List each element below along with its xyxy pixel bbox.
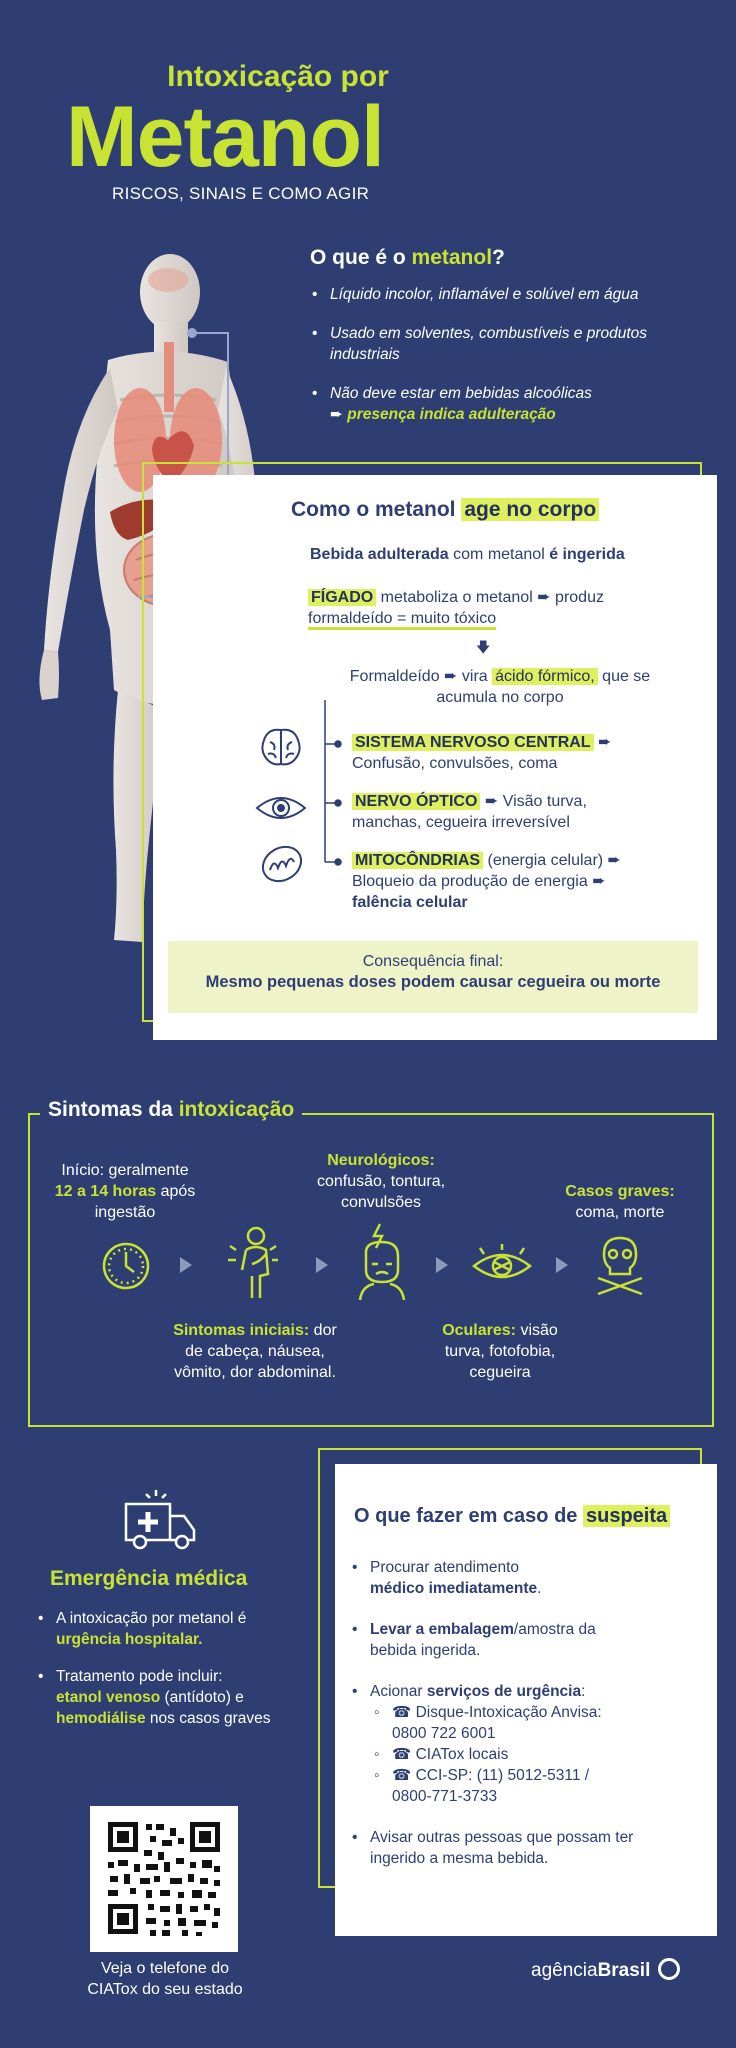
item4-l1: Avisar outras pessoas que possam ter <box>370 1829 634 1846</box>
ocular-label: Oculares: <box>442 1322 516 1339</box>
effect-desc: Confusão, convulsões, coma <box>352 755 558 772</box>
formic-acid-label: ácido fórmico, <box>492 668 598 685</box>
blurred-eye-icon <box>470 1244 534 1288</box>
subtitle: RISCOS, SINAIS E COMO AGIR <box>112 184 370 203</box>
start-after: após <box>156 1183 196 1200</box>
clock-icon <box>98 1238 154 1294</box>
ocular-after: visão <box>516 1322 558 1339</box>
step1-mid: com metanol <box>448 546 550 563</box>
symptom-initial <box>155 1320 355 1383</box>
effect-label: MITOCÔNDRIAS <box>352 852 483 869</box>
emergency-title: Emergência médica <box>50 1567 248 1590</box>
ocular-l1: turva, fotofobia, <box>444 1343 556 1360</box>
step-liver <box>308 587 688 629</box>
arrow-right-icon <box>316 1257 328 1273</box>
neuro-l2: convulsões <box>340 1194 422 1211</box>
step2-text: metaboliza o metanol ➨ produz <box>376 589 604 606</box>
list-item <box>38 1666 308 1729</box>
step-formic-acid <box>310 666 690 708</box>
arrow-icon: ➨ <box>330 406 348 423</box>
item1-l1: Procurar atendimento <box>370 1559 520 1576</box>
liver-label: FÍGADO <box>308 589 376 606</box>
item4-l2: ingerido a mesma bebida. <box>370 1850 549 1867</box>
what-to-do-list <box>352 1557 702 1889</box>
em-item2-post: nos casos graves <box>145 1710 271 1727</box>
contact-l1: ☎ CIATox locais <box>392 1746 509 1763</box>
list-item <box>352 1619 702 1661</box>
eye-icon <box>254 788 308 828</box>
effects-bracket <box>320 700 350 880</box>
step3-post: que se <box>597 668 651 685</box>
qr-caption-l1: Veja o telefone do <box>100 1960 230 1977</box>
initial-label: Sintomas iniciais: <box>173 1322 310 1339</box>
skull-crossbones-icon <box>592 1234 648 1296</box>
item3-pre: Acionar <box>370 1683 427 1700</box>
start-l3: ingestão <box>94 1204 156 1221</box>
consequence-box <box>168 941 698 1013</box>
symptoms-title <box>40 1098 302 1122</box>
item2-l2: bebida ingerida. <box>370 1642 481 1659</box>
initial-l2: vômito, dor abdominal. <box>174 1364 336 1381</box>
list-item-text: Líquido incolor, inflamável e solúvel em água <box>330 286 639 303</box>
symptom-start <box>40 1160 210 1223</box>
adulteration-note: presença indica adulteração <box>347 406 556 423</box>
list-item <box>312 284 712 305</box>
item2-bold: Levar a embalagem <box>370 1621 514 1638</box>
initial-after: dor <box>309 1322 337 1339</box>
brand-mark-icon <box>658 1958 680 1980</box>
item3-end: : <box>581 1683 586 1700</box>
symptom-ocular <box>420 1320 580 1383</box>
qr-code[interactable] <box>90 1806 238 1952</box>
brain-icon <box>256 722 306 772</box>
contact-l1: ☎ Disque-Intoxicação Anvisa: <box>392 1704 602 1721</box>
contact-item <box>370 1765 702 1807</box>
contact-item <box>370 1702 702 1744</box>
em-item2-hl2: hemodiálise <box>56 1710 146 1727</box>
arrow-down-icon: 🡇 <box>476 639 491 655</box>
start-l1: Início: geralmente <box>61 1162 189 1179</box>
effect-desc: manchas, cegueira irreversível <box>352 814 570 831</box>
effect-optic-nerve <box>352 791 692 833</box>
list-item-text: Usado em solventes, combustíveis e produtos industriais <box>330 325 648 363</box>
what-is-title <box>310 246 505 270</box>
brand-light: agência <box>531 1960 598 1982</box>
list-item <box>312 383 712 425</box>
abdominal-pain-icon <box>224 1224 284 1302</box>
em-item2-hl1: etanol venoso <box>56 1689 161 1706</box>
effect-after: ➨ Visão turva, <box>480 793 587 810</box>
what-is-title-suffix: ? <box>492 246 505 269</box>
contacts-list <box>370 1702 702 1807</box>
em-item2-mid: (antídoto) e <box>160 1689 244 1706</box>
neuro-l1: confusão, tontura, <box>316 1173 446 1190</box>
what-is-list <box>312 284 712 443</box>
step1-bold2: é ingerida <box>549 546 625 563</box>
effect-after: (energia celular) ➨ <box>483 852 621 869</box>
item1-end: . <box>537 1580 542 1597</box>
symptoms-title-prefix: Sintomas da <box>48 1098 179 1121</box>
symptoms-title-highlight: intoxicação <box>178 1098 295 1121</box>
em-item1-pre: A intoxicação por metanol é <box>56 1610 247 1627</box>
step3-pre: Formaldeído ➨ vira <box>349 668 493 685</box>
how-it-acts-title-prefix: Como o metanol <box>291 498 462 521</box>
emergency-list <box>38 1608 308 1745</box>
step3-line2: acumula no corpo <box>436 689 564 706</box>
list-item <box>38 1608 308 1650</box>
contact-l1: ☎ CCI-SP: (11) 5012-5311 / <box>392 1767 590 1784</box>
neuro-label: Neurológicos: <box>327 1152 435 1169</box>
arrow-right-icon <box>556 1257 568 1273</box>
title-small: Intoxicação por <box>167 60 389 93</box>
severe-l1: coma, morte <box>575 1204 665 1221</box>
qr-caption <box>60 1958 270 2000</box>
qr-caption-l2: CIATox do seu estado <box>87 1981 243 1998</box>
em-item2-pre: Tratamento pode incluir: <box>56 1668 223 1685</box>
contact-item <box>370 1744 702 1765</box>
brand-logo <box>531 1960 680 1982</box>
em-item1-highlight: urgência hospitalar. <box>56 1631 203 1648</box>
contact-l2: 0800 722 6001 <box>392 1725 496 1742</box>
consequence-label: Consequência final: <box>362 953 504 970</box>
list-item <box>312 323 712 365</box>
symptom-neuro <box>296 1150 466 1213</box>
contact-l2: 0800-771-3733 <box>392 1788 498 1805</box>
what-to-do-title <box>354 1505 670 1528</box>
severe-label: Casos graves: <box>565 1183 675 1200</box>
consequence-text: Mesmo pequenas doses podem causar cegueira ou morte <box>205 973 661 991</box>
how-it-acts-title-highlight: age no corpo <box>461 498 599 521</box>
list-item <box>352 1557 702 1599</box>
mitochondria-icon <box>258 840 306 888</box>
list-item <box>352 1681 702 1807</box>
effect-label: NERVO ÓPTICO <box>352 793 480 810</box>
effect-after: ➨ <box>593 734 612 751</box>
ocular-l2: cegueira <box>469 1364 531 1381</box>
what-to-do-title-prefix: O que fazer em caso de <box>354 1505 583 1527</box>
effect-mitochondria <box>352 850 692 913</box>
start-hours: 12 a 14 horas <box>54 1183 157 1200</box>
ambulance-icon <box>122 1486 198 1554</box>
item3-bold: serviços de urgência <box>426 1683 582 1700</box>
effect-desc2: falência celular <box>352 894 468 911</box>
item2-rest: /amostra da <box>513 1621 596 1638</box>
item1-bold: médico imediatamente <box>370 1580 538 1597</box>
list-item-text: Não deve estar em bebidas alcoólicas <box>330 385 592 402</box>
step-ingested <box>310 544 625 565</box>
what-to-do-title-highlight: suspeita <box>583 1505 670 1527</box>
symptom-severe <box>550 1181 690 1223</box>
effect-desc: Bloqueio da produção de energia ➨ <box>352 873 606 890</box>
what-is-title-highlight: metanol <box>411 246 493 269</box>
list-item <box>352 1827 702 1869</box>
arrow-right-icon <box>436 1257 448 1273</box>
brand-bold: Brasil <box>597 1960 651 1982</box>
arrow-right-icon <box>180 1257 192 1273</box>
how-it-acts-title <box>291 498 599 522</box>
step2-line2: formaldeído = muito tóxico <box>308 610 496 630</box>
headache-icon <box>350 1222 414 1302</box>
effect-label: SISTEMA NERVOSO CENTRAL <box>352 734 594 751</box>
page-title: Metanol <box>66 89 384 185</box>
step1-bold1: Bebida adulterada <box>310 546 449 563</box>
effect-cns <box>352 732 692 774</box>
what-is-title-prefix: O que é o <box>310 246 412 269</box>
initial-l1: de cabeça, náusea, <box>185 1343 325 1360</box>
qr-code-image <box>90 1806 238 1952</box>
